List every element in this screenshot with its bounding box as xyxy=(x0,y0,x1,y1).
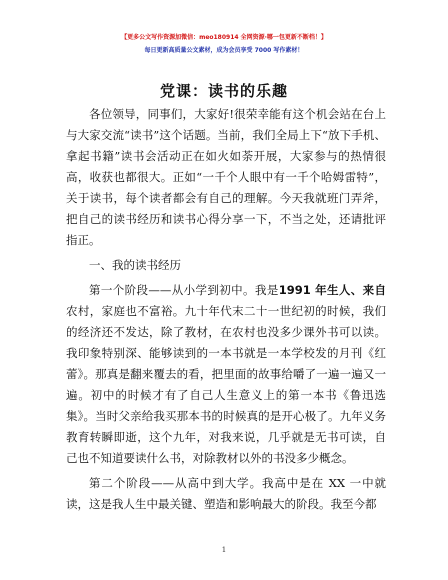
section-heading: 一、我的读书经历 xyxy=(89,258,181,272)
document-title: 党课：读书的乐趣 xyxy=(159,82,288,100)
promo-banner-line-2: 每日更新高质量公文素材，成为会员享受 7000 写作素材！ xyxy=(144,47,304,54)
document-body xyxy=(66,104,386,515)
stage-one-rest: 农村，家庭也不富裕。九十年代末二十一世纪初的时候，我们的经济还不发达，除了教材，在农村也没多少课外书可以读。我印象特别深、能够读到的一本书就是一本学校发的月刊《红蕾》。那真是翻来覆去的看，把里面的故事给嚼了一遍一遍又一遍。初中的时候才有了自己人生意义上的第一本书《鲁迅选集》。当时父亲给我买那本书的时候真的是开心极了。九年义务教育转瞬即逝，这个九年，对我来说，几乎就是无书可读，自己也不知道要读什么书，对除教材以外的书没多少概念。 xyxy=(66,304,386,465)
page-number: 1 xyxy=(221,546,227,554)
stage-one-bold: 1991 年生人、来自 xyxy=(278,283,386,297)
intro-paragraph: 各位领导，同事们，大家好!很荣幸能有这个机会站在台上与大家交流“读书”这个话题。当前，我们全局上下“放下手机、拿起书籍”读书会活动正在如火如荼开展，大家参与的热情很高，收获也都很大。正如“一千个人眼中有一千个哈姆雷特”，关于读书，每个读者都会有自己的理解。今天我就班门弄斧，把自己的读书经历和读书心得分享一下，不当之处，还请批评指正。 xyxy=(66,107,386,247)
stage-one-lead: 第一个阶段——从小学到初中。我是 xyxy=(89,283,279,297)
stage-two-paragraph: 第二个阶段——从高中到大学。我高中是在 XX 一中就读，这是我人生中最关键、塑造和影响最大的阶段。我至今都 xyxy=(66,476,386,511)
stage-one-paragraph xyxy=(66,280,386,469)
promo-banner-line-1: 【更多公文写作资源加微信：meo180914 全网资源·哪一包更新不断档！】 xyxy=(121,34,327,41)
